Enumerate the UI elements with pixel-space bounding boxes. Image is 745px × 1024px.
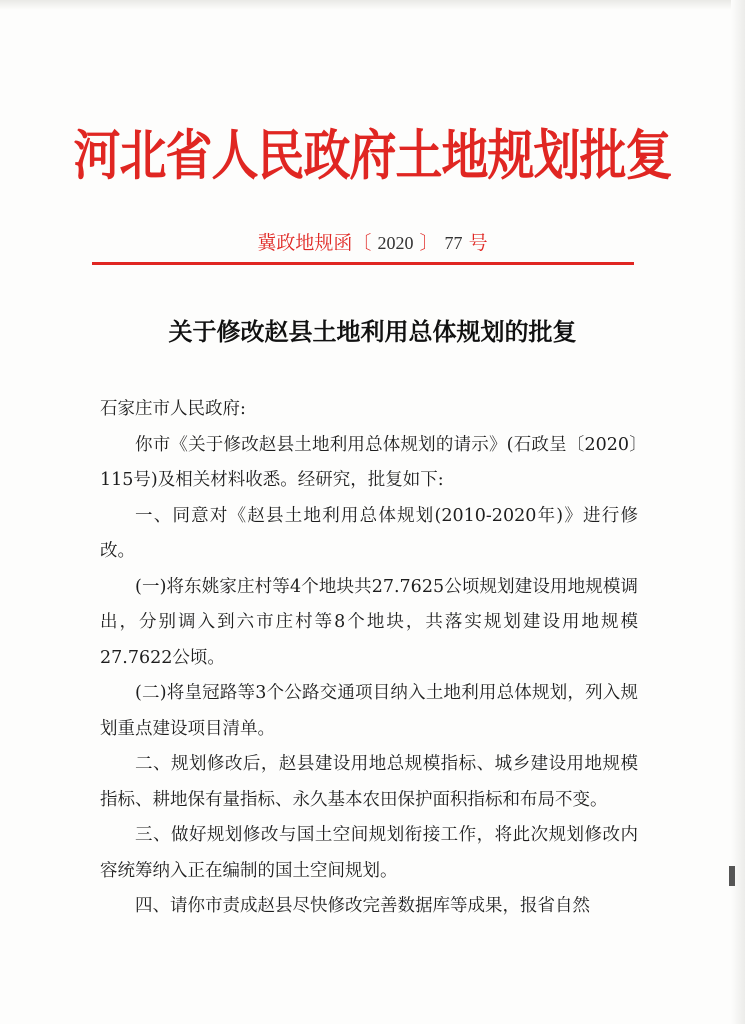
masthead-title: 河北省人民政府土地规划批复: [73, 124, 672, 188]
document-body: [100, 392, 638, 925]
paragraph-item-4: 四、请你市责成赵县尽快修改完善数据库等成果，报省自然: [135, 896, 590, 916]
document-number: [0, 228, 745, 255]
doc-number-prefix: 冀政地规函〔: [257, 232, 372, 254]
paragraph-item-2: 二、规划修改后，赵县建设用地总规模指标、城乡建设用地规模指标、耕地保有量指标、永久基本农田保护面积指标和布局不变。: [100, 754, 638, 810]
paragraph-intro: 你市《关于修改赵县土地利用总体规划的请示》(石政呈〔2020〕115号)及相关材料收悉。经研究，批复如下:: [100, 434, 638, 490]
paragraph-item-1-2: (二)将皇冠路等3个公路交通项目纳入土地利用总体规划，列入规划重点建设项目清单。: [100, 683, 638, 739]
paragraph-item-1-1: (一)将东姚家庄村等4个地块共27.7625公顷规划建设用地规模调出，分别调入到六市庄村等8个地块，共落实规划建设用地规模27.7622公顷。: [100, 576, 638, 668]
red-divider-line: [92, 262, 634, 265]
scan-mark: [729, 866, 735, 886]
paragraph-item-3: 三、做好规划修改与国土空间规划衔接工作，将此次规划修改内容统筹纳入正在编制的国土空间规划。: [100, 825, 638, 881]
doc-number-suffix: 号: [468, 232, 488, 254]
doc-number-close: 〕: [419, 232, 439, 254]
scan-edge-top: [0, 0, 745, 10]
paragraph-item-1: 一、同意对《赵县土地利用总体规划(2010-2020年)》进行修改。: [100, 505, 638, 561]
document-title: 关于修改赵县土地利用总体规划的批复: [168, 317, 577, 346]
addressee: 石家庄市人民政府:: [100, 399, 246, 419]
doc-number-value: 77: [444, 233, 463, 253]
doc-number-year: 2020: [377, 233, 414, 253]
